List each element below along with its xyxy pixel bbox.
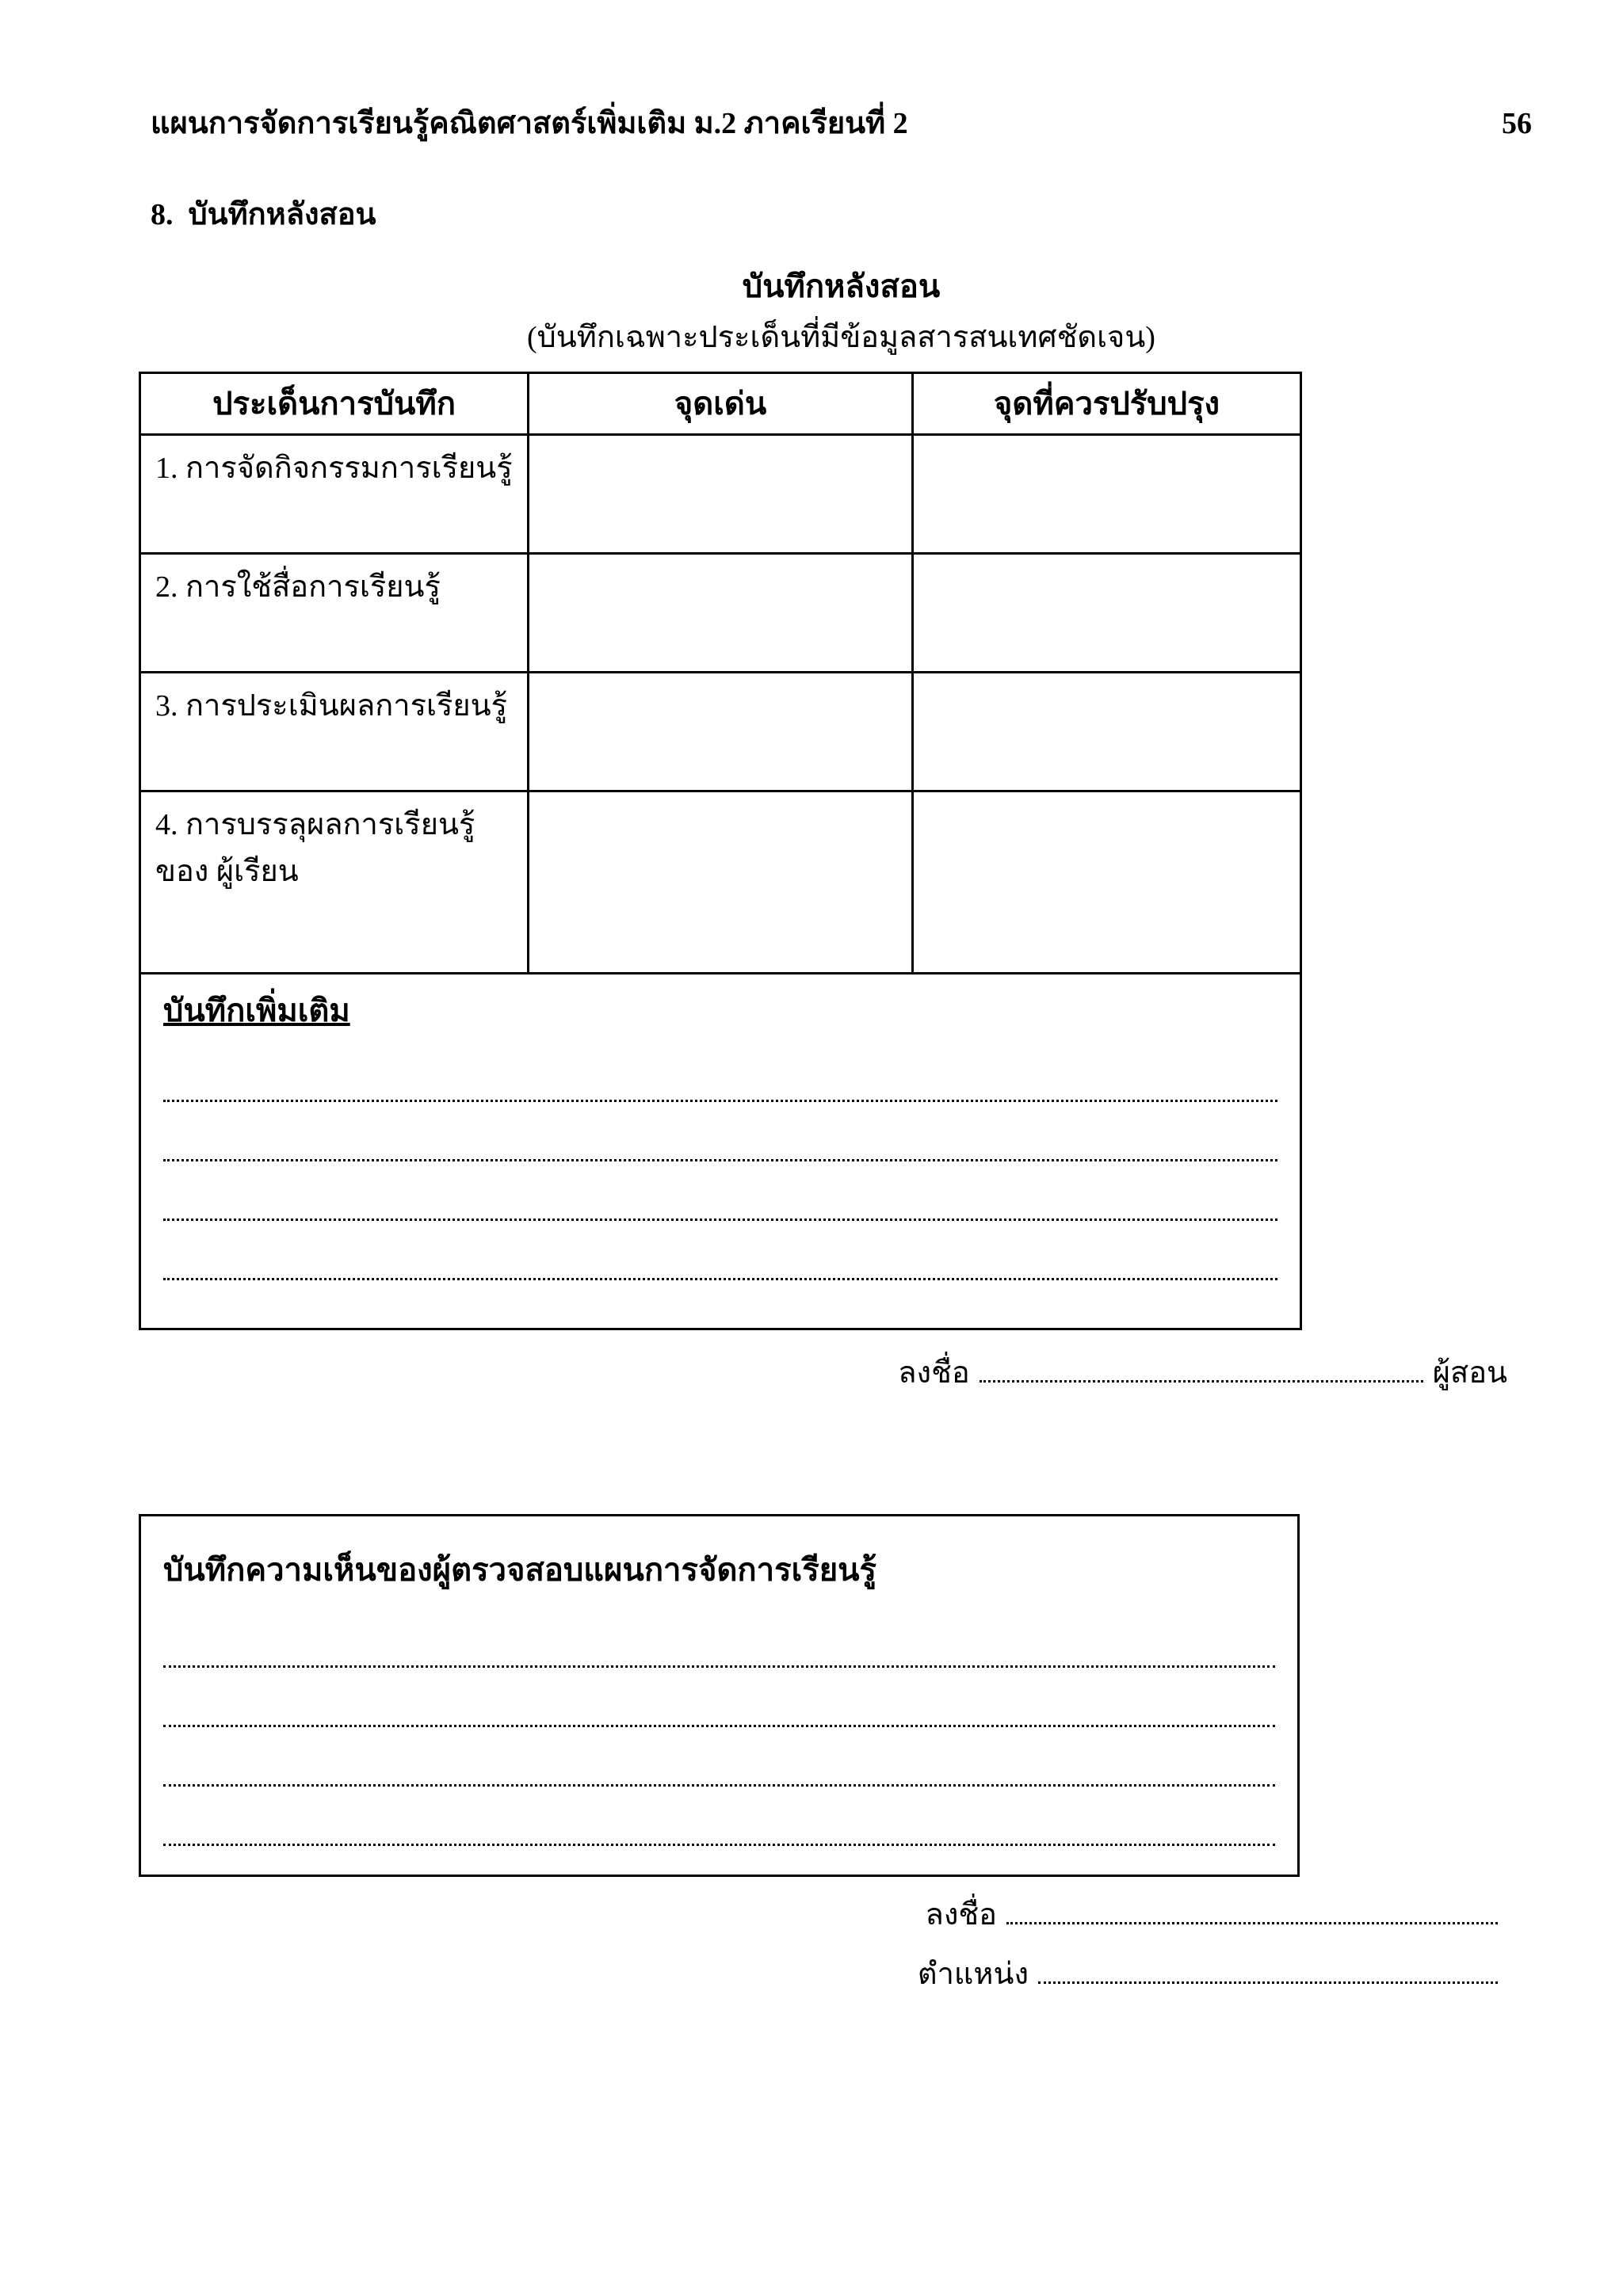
column-header-topic: ประเด็นการบันทึก (140, 373, 529, 435)
reviewer-signature-block (139, 1894, 1498, 1996)
signature-dotted-line (980, 1354, 1423, 1383)
teacher-role-label: ผู้สอน (1432, 1356, 1507, 1390)
topic-cell: 2. การใช้สื่อการเรียนรู้ (140, 554, 529, 673)
topic-cell: 1. การจัดกิจกรรมการเรียนรู้ (140, 435, 529, 554)
strength-cell (529, 435, 913, 554)
dotted-line (163, 1043, 1277, 1102)
page-number: 56 (1502, 107, 1532, 140)
table-header-row (140, 373, 1301, 435)
strength-cell (529, 791, 913, 974)
form-subtitle: (บันทึกเฉพาะประเด็นที่มีข้อมูลสารสนเทศชัดเจน) (527, 321, 1155, 355)
form-title-block (151, 265, 1532, 360)
post-teaching-record-table (139, 372, 1302, 1330)
column-header-improvement: จุดที่ควรปรับปรุง (913, 373, 1301, 435)
dotted-line (163, 1608, 1275, 1668)
topic-cell: 4. การบรรลุผลการเรียนรู้ของ ผู้เรียน (140, 791, 529, 974)
reviewer-position-line (139, 1954, 1498, 1996)
table-row-achievement (140, 791, 1301, 974)
column-header-strength: จุดเด่น (529, 373, 913, 435)
position-dotted-line (1038, 1955, 1498, 1984)
improvement-cell (913, 554, 1301, 673)
additional-notes-heading: บันทึกเพิ่มเติม (163, 993, 350, 1029)
table-row-evaluation (140, 673, 1301, 791)
section-heading: 8. บันทึกหลังสอน (151, 198, 376, 232)
additional-notes-section (140, 974, 1301, 1329)
reviewer-box-title: บันทึกความเห็นของผู้ตรวจสอบแผนการจัดการเรียนรู้ (163, 1551, 876, 1588)
dotted-line (163, 1102, 1277, 1161)
dotted-line (163, 1221, 1277, 1280)
dotted-line (163, 1161, 1277, 1221)
table-row-media (140, 554, 1301, 673)
improvement-cell (913, 791, 1301, 974)
reviewer-comments-box (139, 1514, 1300, 1877)
form-title: บันทึกหลังสอน (742, 269, 941, 305)
table-row-activities (140, 435, 1301, 554)
dotted-line (163, 1668, 1275, 1727)
topic-cell: 3. การประเมินผลการเรียนรู้ (140, 673, 529, 791)
signature-label: ลงชื่อ (925, 1897, 997, 1932)
improvement-cell (913, 673, 1301, 791)
strength-cell (529, 554, 913, 673)
position-label: ตำแหน่ง (917, 1957, 1029, 1991)
document-title: แผนการจัดการเรียนรู้คณิตศาสตร์เพิ่มเติม ม.2 ภาคเรียนที่ 2 (151, 107, 908, 140)
strength-cell (529, 673, 913, 791)
additional-notes-row (140, 974, 1301, 1329)
improvement-cell (913, 435, 1301, 554)
signature-label: ลงชื่อ (898, 1356, 970, 1390)
reviewer-signature-line (139, 1894, 1498, 1936)
dotted-line (163, 1787, 1275, 1846)
dotted-line (163, 1727, 1275, 1787)
teacher-signature-line (139, 1352, 1507, 1394)
page-header (151, 103, 1532, 145)
signature-dotted-line (1006, 1896, 1498, 1924)
